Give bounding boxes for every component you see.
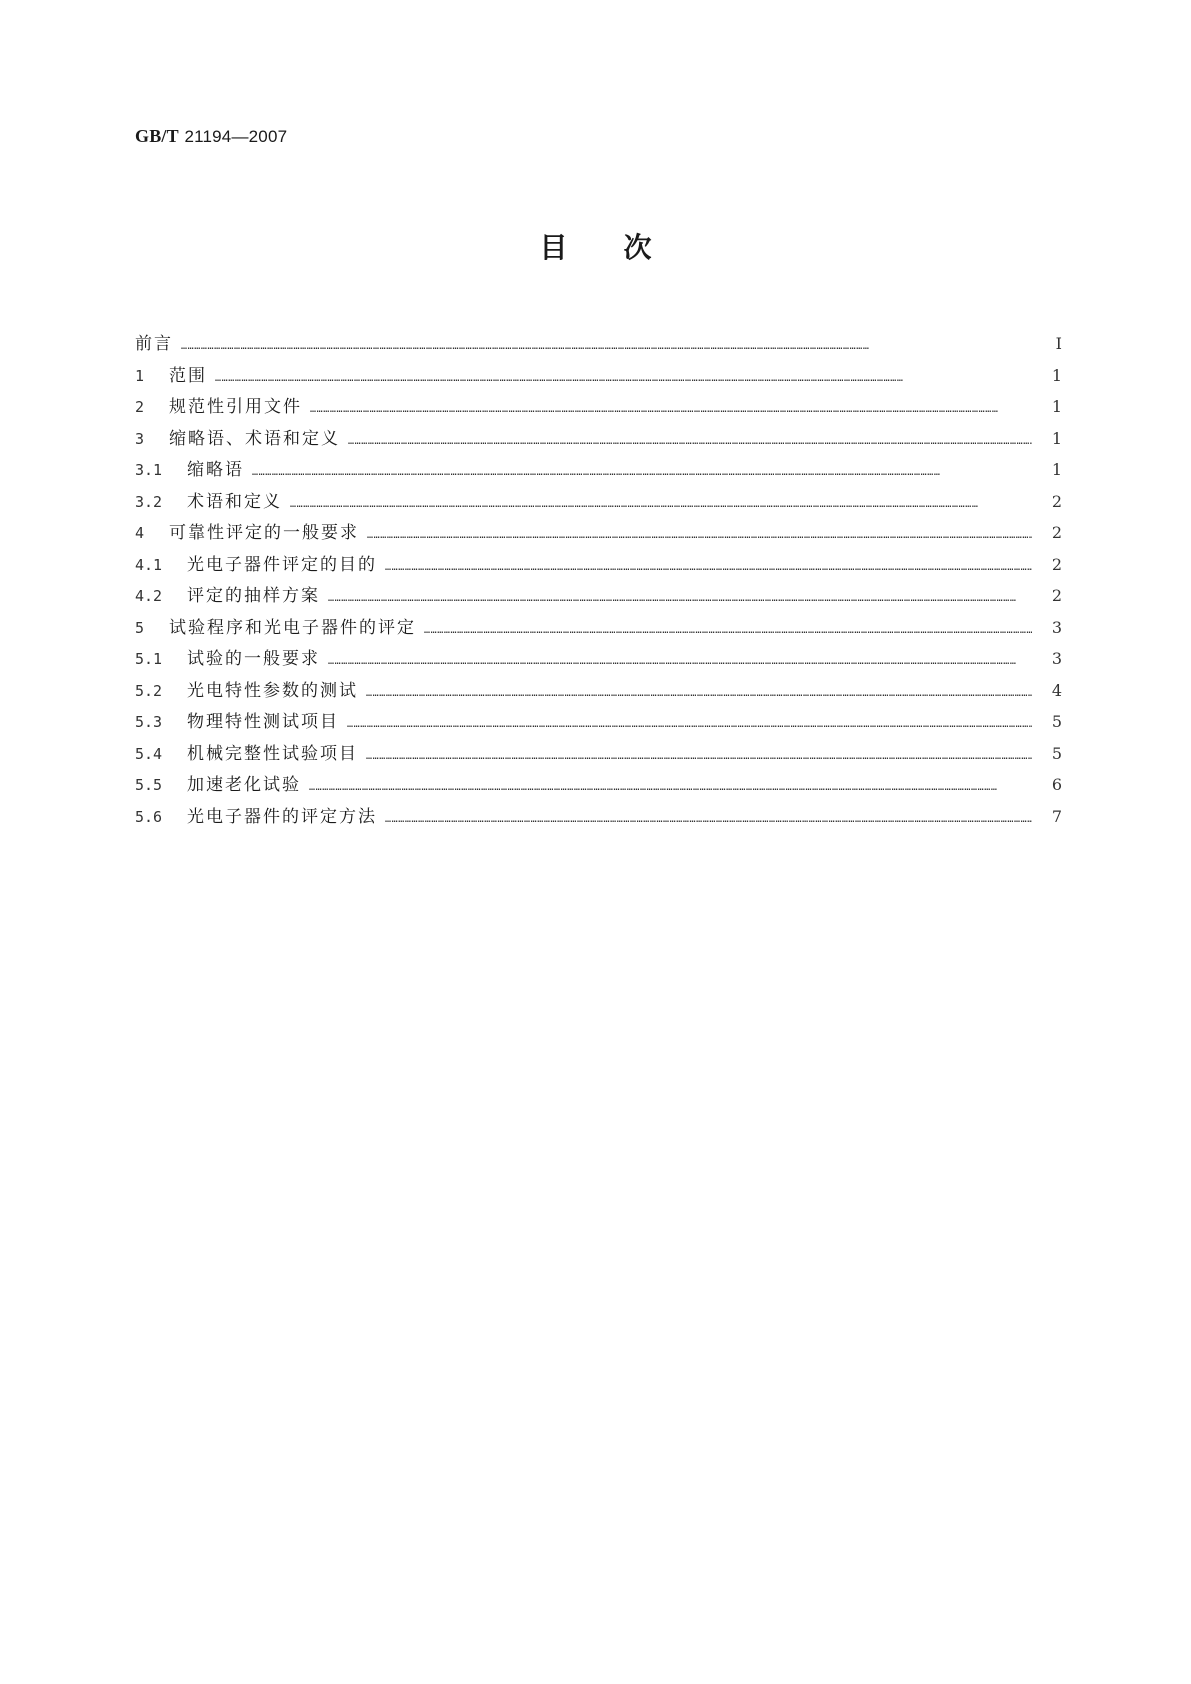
toc-entry-page: 1 <box>1051 428 1062 448</box>
toc-entry[interactable] <box>135 360 1062 392</box>
toc-leader-dots <box>252 457 1032 489</box>
toc-entry-page: 7 <box>1051 806 1062 826</box>
toc-entry-number: 3 <box>135 429 145 448</box>
document-header <box>135 126 287 147</box>
page-title: 目次 <box>539 231 708 264</box>
toc-entry[interactable] <box>135 454 1062 486</box>
toc-entry-page: 1 <box>1051 365 1062 385</box>
toc-entry-number: 5.2 <box>135 681 163 700</box>
table-of-contents <box>135 328 1062 832</box>
toc-entry-page: 2 <box>1051 586 1062 605</box>
toc-leader-dots <box>347 709 1032 741</box>
toc-entry-number: 5 <box>135 618 145 637</box>
toc-entry-title: 术语和定义 <box>187 491 282 512</box>
toc-entry-title: 可靠性评定的一般要求 <box>169 523 359 543</box>
toc-leader-dots <box>181 331 1032 363</box>
toc-entry-number: 4 <box>135 524 145 542</box>
toc-entry-page: 5 <box>1051 743 1062 763</box>
toc-entry-number: 5.5 <box>135 776 163 794</box>
toc-entry-title: 前言 <box>135 334 173 354</box>
toc-entry-page: 2 <box>1051 491 1062 511</box>
toc-entry-number: 5.3 <box>135 713 163 731</box>
toc-entry-number: 1 <box>135 366 145 385</box>
toc-leader-dots <box>328 646 1032 678</box>
toc-entry-page: 5 <box>1051 712 1062 731</box>
toc-entry-number: 3.1 <box>135 461 163 479</box>
toc-entry[interactable] <box>135 801 1062 833</box>
toc-leader-dots <box>366 678 1032 710</box>
toc-entry-title: 试验的一般要求 <box>187 649 320 669</box>
toc-entry[interactable] <box>135 612 1062 644</box>
toc-entry-page: 2 <box>1051 523 1062 542</box>
toc-entry-number: 2 <box>135 398 145 416</box>
toc-entry[interactable] <box>135 580 1062 612</box>
toc-entry-title: 缩略语、术语和定义 <box>169 428 340 449</box>
toc-entry-title: 规范性引用文件 <box>169 397 302 417</box>
toc-entry[interactable] <box>135 769 1062 801</box>
toc-leader-dots <box>385 552 1032 584</box>
toc-entry-page: I <box>1055 334 1062 353</box>
toc-entry-page: 2 <box>1051 554 1062 574</box>
toc-entry-title: 光电子器件评定的目的 <box>187 554 377 575</box>
toc-entry-page: 3 <box>1051 649 1062 668</box>
toc-leader-dots <box>309 772 1032 804</box>
toc-entry-title: 加速老化试验 <box>187 775 301 795</box>
toc-leader-dots <box>328 583 1032 615</box>
toc-entry[interactable] <box>135 706 1062 738</box>
toc-entry-page: 4 <box>1051 680 1062 700</box>
toc-leader-dots <box>367 520 1032 552</box>
toc-leader-dots <box>366 741 1032 773</box>
toc-entry-title: 范围 <box>169 365 207 386</box>
toc-leader-dots <box>385 804 1032 836</box>
toc-entry-number: 3.2 <box>135 492 163 511</box>
toc-leader-dots <box>310 394 1032 426</box>
toc-entry-number: 5.1 <box>135 650 163 668</box>
toc-entry-page: 1 <box>1051 460 1062 479</box>
toc-entry[interactable] <box>135 643 1062 675</box>
toc-entry-page: 6 <box>1051 775 1062 794</box>
toc-entry-title: 光电子器件的评定方法 <box>187 806 377 827</box>
toc-entry-title: 缩略语 <box>187 460 244 480</box>
toc-entry-number: 5.6 <box>135 807 163 826</box>
toc-entry-page: 1 <box>1051 397 1062 416</box>
toc-entry-title: 光电特性参数的测试 <box>187 680 358 701</box>
toc-leader-dots <box>348 426 1032 458</box>
toc-entry-page: 3 <box>1051 617 1062 637</box>
standard-prefix: GB/T <box>135 126 179 146</box>
toc-entry-title: 评定的抽样方案 <box>187 586 320 606</box>
toc-leader-dots <box>215 363 1032 395</box>
toc-entry[interactable] <box>135 675 1062 707</box>
toc-entry-title: 机械完整性试验项目 <box>187 743 358 764</box>
standard-number: 21194—2007 <box>184 127 288 146</box>
toc-entry[interactable] <box>135 423 1062 455</box>
toc-entry[interactable] <box>135 391 1062 423</box>
toc-leader-dots <box>424 615 1032 647</box>
toc-entry[interactable] <box>135 517 1062 549</box>
toc-entry-number: 5.4 <box>135 744 163 763</box>
toc-entry[interactable] <box>135 328 1062 360</box>
toc-entry-number: 4.1 <box>135 555 163 574</box>
toc-entry[interactable] <box>135 549 1062 581</box>
toc-entry-number: 4.2 <box>135 587 163 605</box>
toc-entry[interactable] <box>135 738 1062 770</box>
toc-entry[interactable] <box>135 486 1062 518</box>
toc-leader-dots <box>290 489 1032 521</box>
toc-entry-title: 物理特性测试项目 <box>187 712 339 732</box>
toc-entry-title: 试验程序和光电子器件的评定 <box>169 617 416 638</box>
